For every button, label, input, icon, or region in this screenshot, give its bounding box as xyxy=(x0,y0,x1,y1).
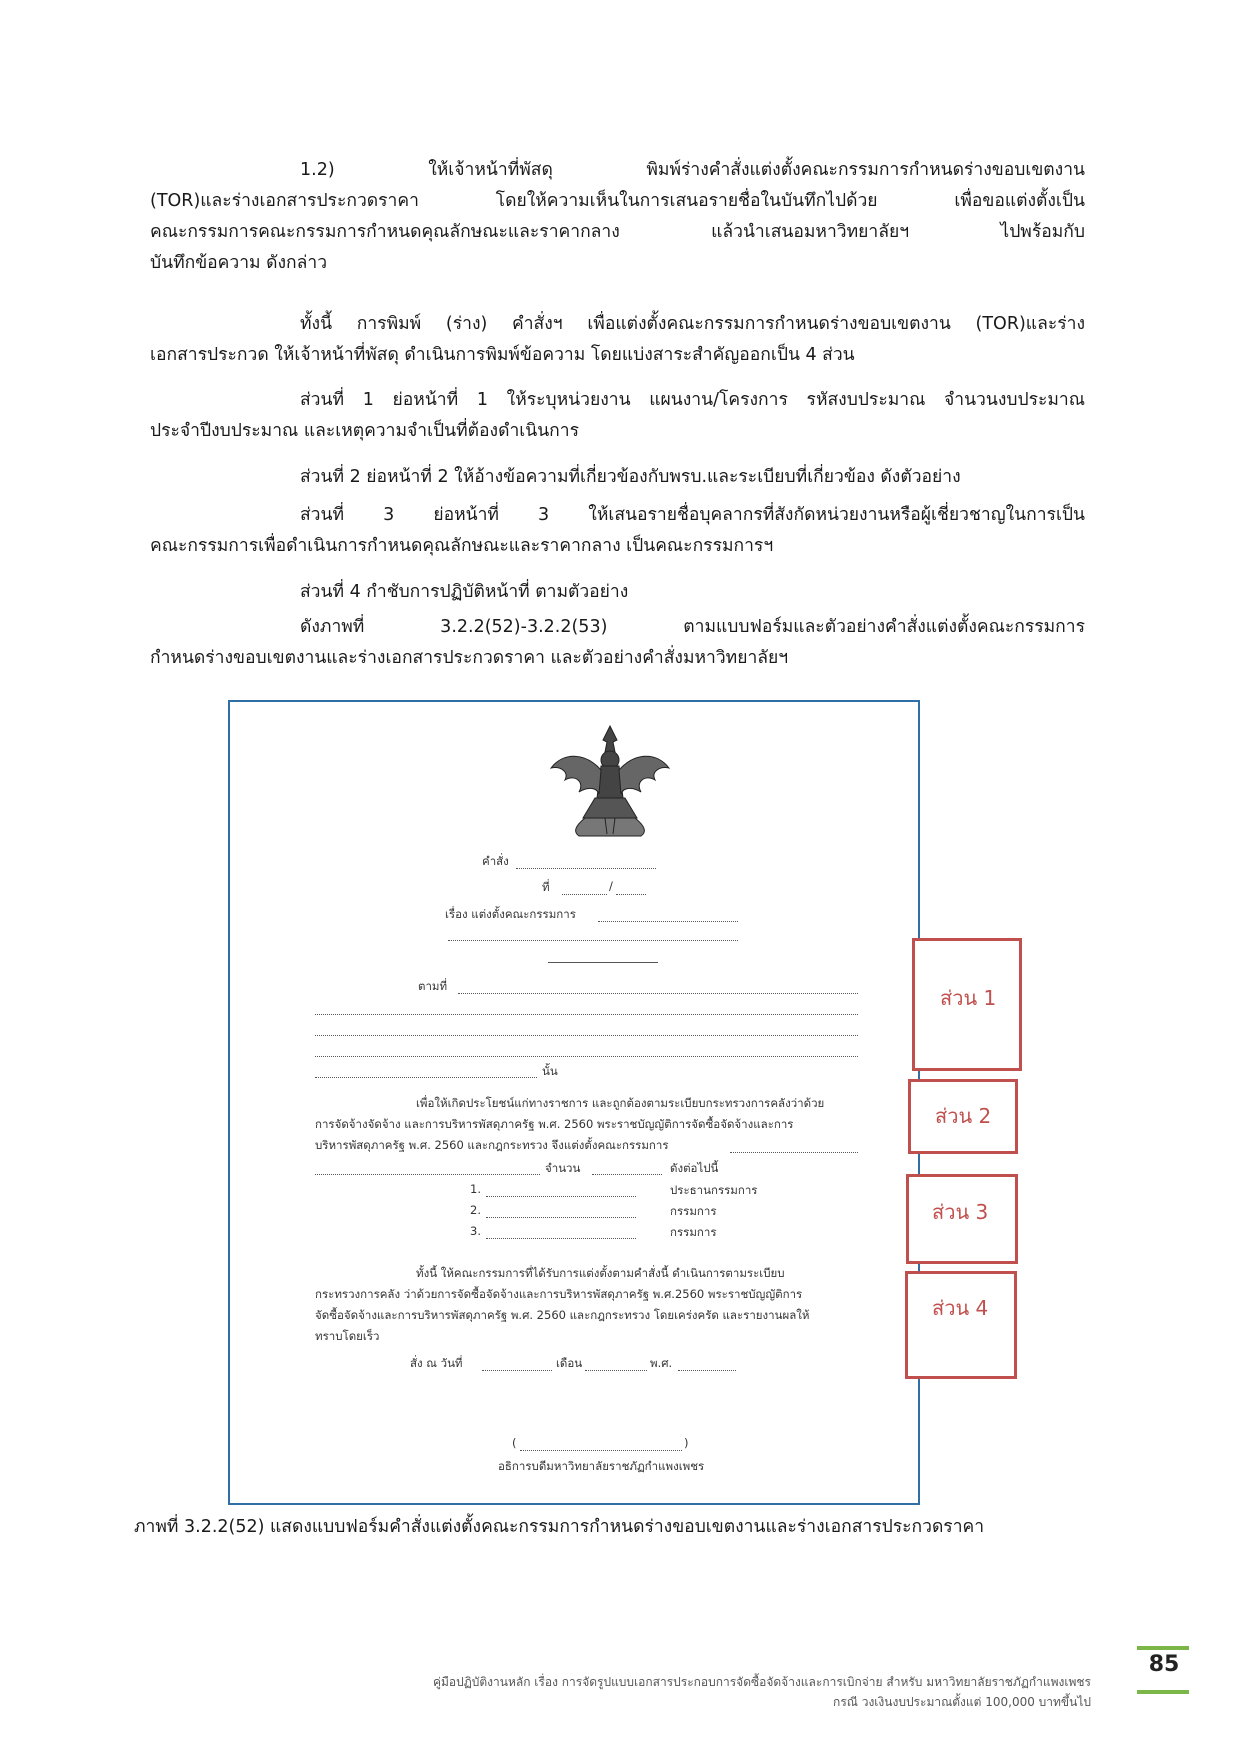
fill-line xyxy=(315,1014,858,1015)
fill-line xyxy=(585,1370,647,1371)
section-2-label: ส่วน 2 xyxy=(935,1104,992,1128)
form-as-follows-label: ดังต่อไปนี้ xyxy=(670,1161,719,1175)
fill-line xyxy=(448,940,738,941)
section-1-label: ส่วน 1 xyxy=(940,986,997,1010)
form-para2-line: การจัดจ้างจัดจ้าง และการบริหารพัสดุภาครัฐ พ.ศ. 2560 พระราชบัญญัติการจัดซื้อจัดจ้างและการ xyxy=(315,1117,794,1131)
paragraph-1 xyxy=(150,155,1085,279)
text-line: ประจำปีงบประมาณ และเหตุความจำเป็นที่ต้องดำเนินการ xyxy=(150,421,580,441)
signer-title: อธิการบดีมหาวิทยาลัยราชภัฏกำแพงเพชร xyxy=(498,1459,705,1473)
fill-line xyxy=(486,1196,636,1197)
section-4-label: ส่วน 4 xyxy=(932,1296,989,1320)
text-line: บันทึกข้อความ ดังกล่าว xyxy=(150,253,328,273)
text-line: 1.2) ให้เจ้าหน้าที่พัสดุ พิมพ์ร่างคำสั่งแต่งตั้งคณะกรรมการกำหนดร่างขอบเขตงาน xyxy=(300,160,1085,180)
text-line: ดังภาพที่ 3.2.2(52)-3.2.2(53) ตามแบบฟอร์มและตัวอย่างคำสั่งแต่งตั้งคณะกรรมการ xyxy=(300,617,1085,637)
footer-line: กรณี วงเงินงบประมาณตั้งแต่ 100,000 บาทขึ้นไป xyxy=(833,1695,1091,1709)
form-para4-line: ทราบโดยเร็ว xyxy=(315,1329,380,1343)
fill-line xyxy=(315,1035,858,1036)
text-line: ทั้งนี้ การพิมพ์ (ร่าง) คำสั่งฯ เพื่อแต่งตั้งคณะกรรมการกำหนดร่างขอบเขตงาน (TOR)และร่าง xyxy=(300,314,1085,334)
form-order-label: คำสั่ง xyxy=(482,854,509,868)
text-line: ส่วนที่ 1 ย่อหน้าที่ 1 ให้ระบุหน่วยงาน แผนงาน/โครงการ รหัสงบประมาณ จำนวนงบประมาณ xyxy=(300,390,1085,410)
order-form-figure xyxy=(228,700,920,1505)
fill-line xyxy=(516,868,656,869)
member-no: 2. xyxy=(470,1203,481,1217)
paragraph-4 xyxy=(150,462,1085,493)
paragraph-6 xyxy=(150,577,1085,608)
fill-line xyxy=(562,894,607,895)
signature-line xyxy=(520,1450,682,1451)
fill-line xyxy=(592,1174,662,1175)
member-role: กรรมการ xyxy=(670,1225,717,1239)
page-number: 85 xyxy=(1148,1652,1180,1677)
fill-line xyxy=(486,1217,636,1218)
form-para2-line: เพื่อให้เกิดประโยชน์แก่ทางราชการ และถูกต้องตามระเบียบกระทรวงการคลังว่าด้วย xyxy=(416,1096,825,1110)
slash: / xyxy=(609,879,613,893)
text-line: ส่วนที่ 2 ย่อหน้าที่ 2 ให้อ้างข้อความที่เกี่ยวข้องกับพรบ.และระเบียบที่เกี่ยวข้อง ดังตัวอย่าง xyxy=(300,467,961,487)
fill-line xyxy=(315,1056,858,1057)
form-month-label: เดือน xyxy=(556,1356,583,1370)
fill-line xyxy=(486,1238,636,1239)
form-amount-label: จำนวน xyxy=(545,1161,581,1175)
page-number-bar-bottom xyxy=(1137,1690,1189,1694)
fill-line xyxy=(458,993,858,994)
form-according-label: ตามที่ xyxy=(418,979,448,993)
text-line: ส่วนที่ 3 ย่อหน้าที่ 3 ให้เสนอรายชื่อบุคลากรที่สังกัดหน่วยงานหรือผู้เชี่ยวชาญในการเป็น xyxy=(300,505,1085,525)
page-number-bar-top xyxy=(1137,1646,1189,1650)
form-para4-line: จัดซื้อจัดจ้างและการบริหารพัสดุภาครัฐ พ.ศ. 2560 และกฎกระทรวง โดยเคร่งครัด และรายงานผลให้ xyxy=(315,1308,810,1322)
form-number-label: ที่ xyxy=(542,880,550,894)
section-3-label: ส่วน 3 xyxy=(932,1200,989,1224)
separator-line xyxy=(548,962,658,963)
fill-line xyxy=(678,1370,736,1371)
paragraph-5 xyxy=(150,500,1085,562)
garuda-emblem-icon xyxy=(545,722,675,840)
form-subject-label: เรื่อง แต่งตั้งคณะกรรมการ xyxy=(445,907,576,921)
section-4-box xyxy=(905,1271,1017,1379)
footer-text xyxy=(433,1672,1091,1712)
sign-open: ( xyxy=(512,1436,517,1450)
text-line: คณะกรรมการเพื่อดำเนินการกำหนดคุณลักษณะและราคากลาง เป็นคณะกรรมการฯ xyxy=(150,536,774,556)
fill-line xyxy=(616,894,646,895)
text-line: คณะกรรมการคณะกรรมการกำหนดคุณลักษณะและราคากลาง แล้วนำเสนอมหาวิทยาลัยฯ ไปพร้อมกับ xyxy=(150,222,1085,242)
text-line: (TOR)และร่างเอกสารประกวดราคา โดยให้ความเห็นในการเสนอรายชื่อในบันทึกไปด้วย เพื่อขอแต่งตั้งเป็น xyxy=(150,191,1085,211)
fill-line xyxy=(598,921,738,922)
member-role: กรรมการ xyxy=(670,1204,717,1218)
form-para4-line: ทั้งนี้ ให้คณะกรรมการที่ได้รับการแต่งตั้งตามคำสั่งนี้ ดำเนินการตามระเบียบ xyxy=(416,1266,785,1280)
form-para2-line: บริหารพัสดุภาครัฐ พ.ศ. 2560 และกฎกระทรวง จึงแต่งตั้งคณะกรรมการ xyxy=(315,1138,669,1152)
member-no: 1. xyxy=(470,1182,481,1196)
fill-line xyxy=(482,1370,552,1371)
paragraph-2 xyxy=(150,309,1085,371)
form-date-label: สั่ง ณ วันที่ xyxy=(410,1356,463,1370)
form-year-label: พ.ศ. xyxy=(650,1356,673,1370)
member-no: 3. xyxy=(470,1224,481,1238)
footer-line: คู่มือปฏิบัติงานหลัก เรื่อง การจัดรูปแบบเอกสารประกอบการจัดซื้อจัดจ้างและการเบิกจ่าย สำหรับ มหาวิทยาลัยราชภัฏกำแพงเพชร xyxy=(432,1675,1091,1689)
form-that-label: นั้น xyxy=(542,1064,558,1078)
fill-line xyxy=(315,1077,537,1078)
fill-line xyxy=(730,1152,858,1153)
fill-line xyxy=(315,1174,540,1175)
text-line: ส่วนที่ 4 กำชับการปฏิบัติหน้าที่ ตามตัวอย่าง xyxy=(300,582,629,602)
text-line: เอกสารประกวด ให้เจ้าหน้าที่พัสดุ ดำเนินการพิมพ์ข้อความ โดยแบ่งสาระสำคัญออกเป็น 4 ส่วน xyxy=(150,345,855,365)
sign-close: ) xyxy=(684,1436,689,1450)
text-line: กำหนดร่างขอบเขตงานและร่างเอกสารประกวดราคา และตัวอย่างคำสั่งมหาวิทยาลัยฯ xyxy=(150,648,789,668)
member-role: ประธานกรรมการ xyxy=(670,1183,758,1197)
figure-caption: ภาพที่ 3.2.2(52) แสดงแบบฟอร์มคำสั่งแต่งตั้งคณะกรรมการกำหนดร่างขอบเขตงานและร่างเอกสารประกวดราคา xyxy=(134,1517,985,1537)
paragraph-3 xyxy=(150,385,1085,447)
paragraph-7 xyxy=(150,612,1085,674)
form-para4-line: กระทรวงการคลัง ว่าด้วยการจัดซื้อจัดจ้างและการบริหารพัสดุภาครัฐ พ.ศ.2560 พระราชบัญญัติการ xyxy=(315,1287,803,1301)
